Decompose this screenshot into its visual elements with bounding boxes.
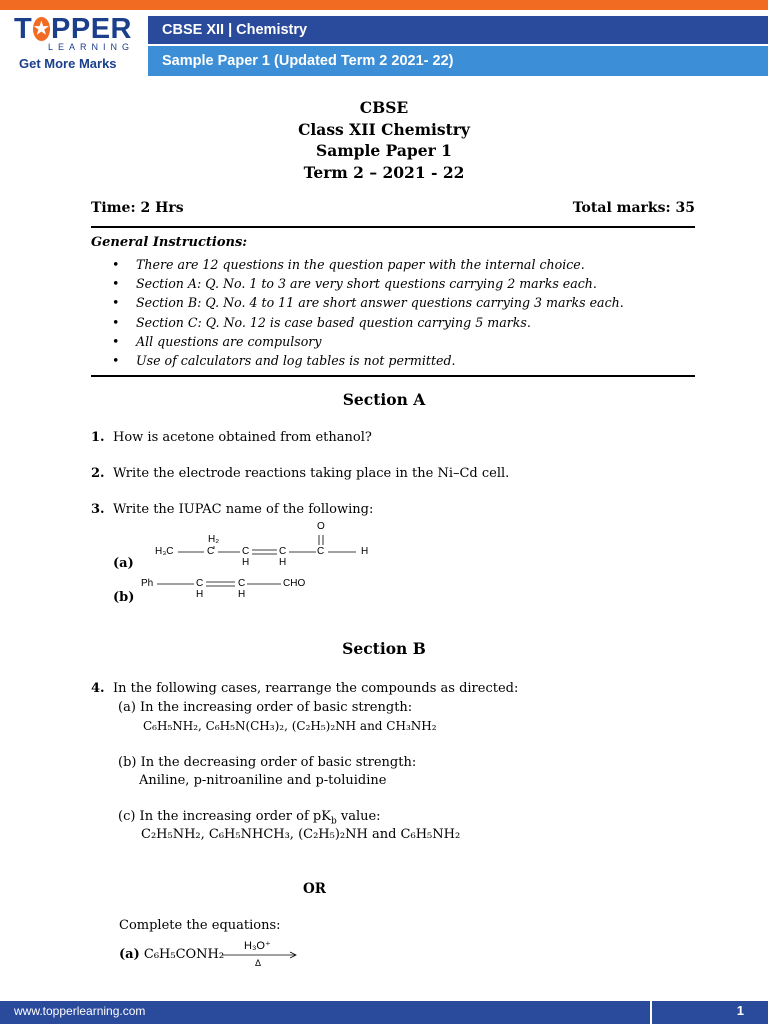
hydrogen-label: H: [238, 589, 246, 600]
alt-part-a: [119, 947, 224, 962]
section-a-heading: Section A: [342, 390, 426, 409]
carbon-label: C: [207, 546, 215, 557]
alt-question-text: Complete the equations:: [119, 918, 281, 933]
q4-part-c-subscript: b: [330, 816, 337, 827]
instruction-item: • Section B: Q. No. 4 to 11 are short answer questions carrying 3 marks each.: [112, 293, 624, 312]
reaction-arrow: [222, 940, 298, 970]
title-line-4: Term 2 – 2021 - 22: [303, 162, 465, 182]
q4-part-a-label: (a) In the increasing order of basic strength:: [118, 700, 413, 715]
question-number: 2.: [91, 466, 105, 481]
instructions-heading: General Instructions:: [91, 235, 248, 250]
footer-separator: [650, 1001, 652, 1024]
q3-part-b-label: (b): [113, 590, 135, 605]
question-text: How is acetone obtained from ethanol?: [113, 430, 372, 445]
page-number: 1: [736, 1003, 744, 1018]
alt-part-a-reactant: C₆H₅CONH₂: [143, 947, 225, 962]
condition-label: Δ: [255, 958, 262, 968]
question-text: Write the electrode reactions taking place in the Ni–Cd cell.: [113, 466, 510, 481]
alt-part-a-label: (a): [119, 947, 140, 962]
q4-part-c-text: (c) In the increasing order of pK: [118, 809, 331, 824]
instruction-item: • Section A: Q. No. 1 to 3 are very short questions carrying 2 marks each.: [112, 274, 624, 293]
reagent-label: H₃O⁺: [244, 940, 271, 952]
carbon-label: C: [238, 578, 246, 589]
title-line-3: Sample Paper 1: [316, 141, 452, 160]
section-b-heading: Section B: [342, 639, 426, 658]
q3-part-a-label: (a): [113, 556, 134, 571]
q4-part-c-compounds: C₂H₅NH₂, C₆H₅NHCH₃, (C₂H₅)₂NH and C₆H₅NH₂: [141, 827, 461, 842]
header-subject: CBSE XII | Chemistry: [148, 16, 768, 44]
oxygen-label: O: [317, 521, 325, 532]
star-icon: ★: [33, 17, 50, 41]
carbon-label: C: [317, 546, 325, 557]
q4-part-c-text-end: value:: [336, 809, 381, 824]
logo-text-pper: PPER: [51, 13, 132, 45]
question-number: 1.: [91, 430, 105, 445]
title-line-2: Class XII Chemistry: [298, 119, 470, 139]
hydrogen-label: H: [279, 557, 287, 568]
time-label: Time: 2 Hrs: [91, 200, 184, 216]
carbon-label: C: [242, 546, 250, 557]
instruction-item: • There are 12 questions in the question paper with the internal choice.: [112, 255, 624, 274]
h3c-label: H₃C: [155, 546, 174, 557]
q4-part-b-compounds: Aniline, p-nitroaniline and p-toluidine: [139, 773, 387, 788]
header-paper: Sample Paper 1 (Updated Term 2 2021- 22): [148, 46, 768, 76]
phenyl-label: Ph: [141, 578, 154, 589]
footer-bar: [0, 1001, 768, 1024]
question-number: 4.: [91, 681, 105, 696]
logo-sub: LEARNING: [48, 42, 135, 52]
carbon-label: C: [279, 546, 287, 557]
q4-part-b-label: (b) In the decreasing order of basic strength:: [118, 755, 417, 770]
or-separator: OR: [303, 881, 326, 897]
instruction-item: • Use of calculators and log tables is not permitted.: [112, 351, 624, 370]
h2-label: H₂: [208, 534, 220, 545]
hydrogen-label: H: [361, 546, 369, 557]
instruction-item: • Section C: Q. No. 12 is case based question carrying 5 marks.: [112, 313, 624, 332]
instruction-item: • All questions are compulsory: [112, 332, 624, 351]
carbon-label: C: [196, 578, 204, 589]
hydrogen-label: H: [196, 589, 204, 600]
question-number: 3.: [91, 502, 105, 517]
question-text: In the following cases, rearrange the compounds as directed:: [113, 681, 519, 696]
title-line-1: CBSE: [359, 98, 409, 117]
total-marks-label: Total marks: 35: [572, 200, 695, 216]
q4-part-a-compounds: C₆H₅NH₂, C₆H₅N(CH₃)₂, (C₂H₅)₂NH and CH₃NH₂: [143, 719, 437, 733]
logo-tagline: Get More Marks: [19, 56, 117, 71]
q4-part-c-label: [118, 809, 381, 827]
hydrogen-label: H: [242, 557, 250, 568]
question-text: Write the IUPAC name of the following:: [113, 502, 374, 517]
cho-label: CHO: [283, 578, 306, 589]
footer-url[interactable]: www.topperlearning.com: [14, 1004, 146, 1018]
question-4: [91, 681, 518, 696]
logo-text-t: T: [14, 13, 33, 45]
